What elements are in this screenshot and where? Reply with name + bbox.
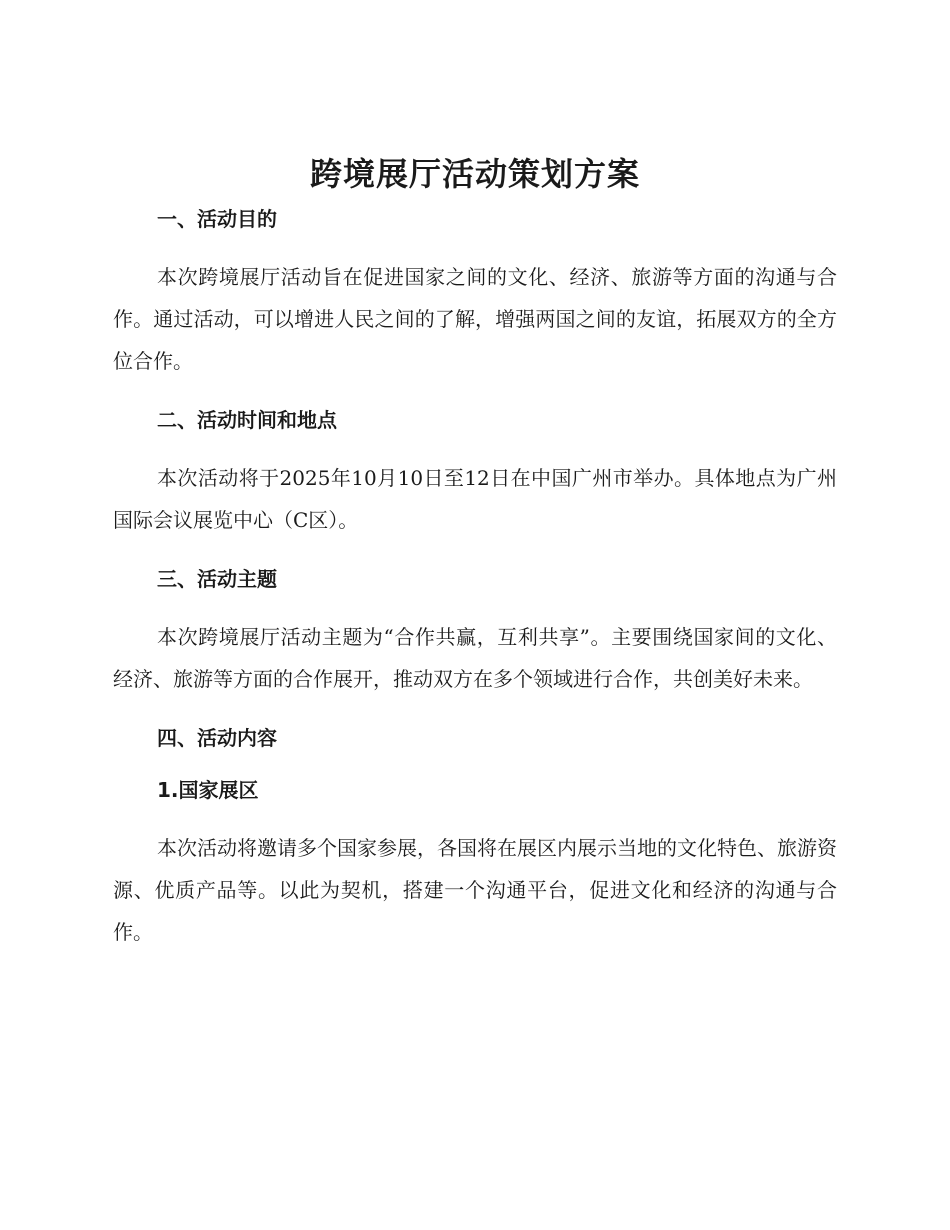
section-purpose <box>113 204 837 405</box>
section-paragraph: 本次活动将邀请多个国家参展，各国将在展区内展示当地的文化特色、旅游资源、优质产品等。以此为契机，搭建一个沟通平台，促进文化和经济的沟通与合作。 <box>113 836 837 944</box>
subsection-heading: 1.国家展区 <box>157 778 259 802</box>
subsection-country-exhibition <box>113 775 837 953</box>
document-page <box>113 148 837 953</box>
section-heading: 一、活动目的 <box>157 207 277 231</box>
section-time-location <box>113 405 837 564</box>
section-content <box>113 723 837 775</box>
document-title: 跨境展厅活动策划方案 <box>309 155 640 193</box>
section-heading: 二、活动时间和地点 <box>157 408 337 432</box>
section-paragraph: 本次活动将于2025年10月10日至12日在中国广州市举办。具体地点为广州国际会议展览中心（C区）。 <box>113 466 837 532</box>
section-paragraph: 本次跨境展厅活动主题为“合作共赢，互利共享”。主要围绕国家间的文化、经济、旅游等方面的合作展开，推动双方在多个领域进行合作，共创美好未来。 <box>113 625 837 691</box>
section-heading: 四、活动内容 <box>157 726 277 750</box>
section-theme <box>113 564 837 723</box>
section-heading: 三、活动主题 <box>157 567 277 591</box>
section-paragraph: 本次跨境展厅活动旨在促进国家之间的文化、经济、旅游等方面的沟通与合作。通过活动，可以增进人民之间的了解，增强两国之间的友谊，拓展双方的全方位合作。 <box>113 265 837 373</box>
